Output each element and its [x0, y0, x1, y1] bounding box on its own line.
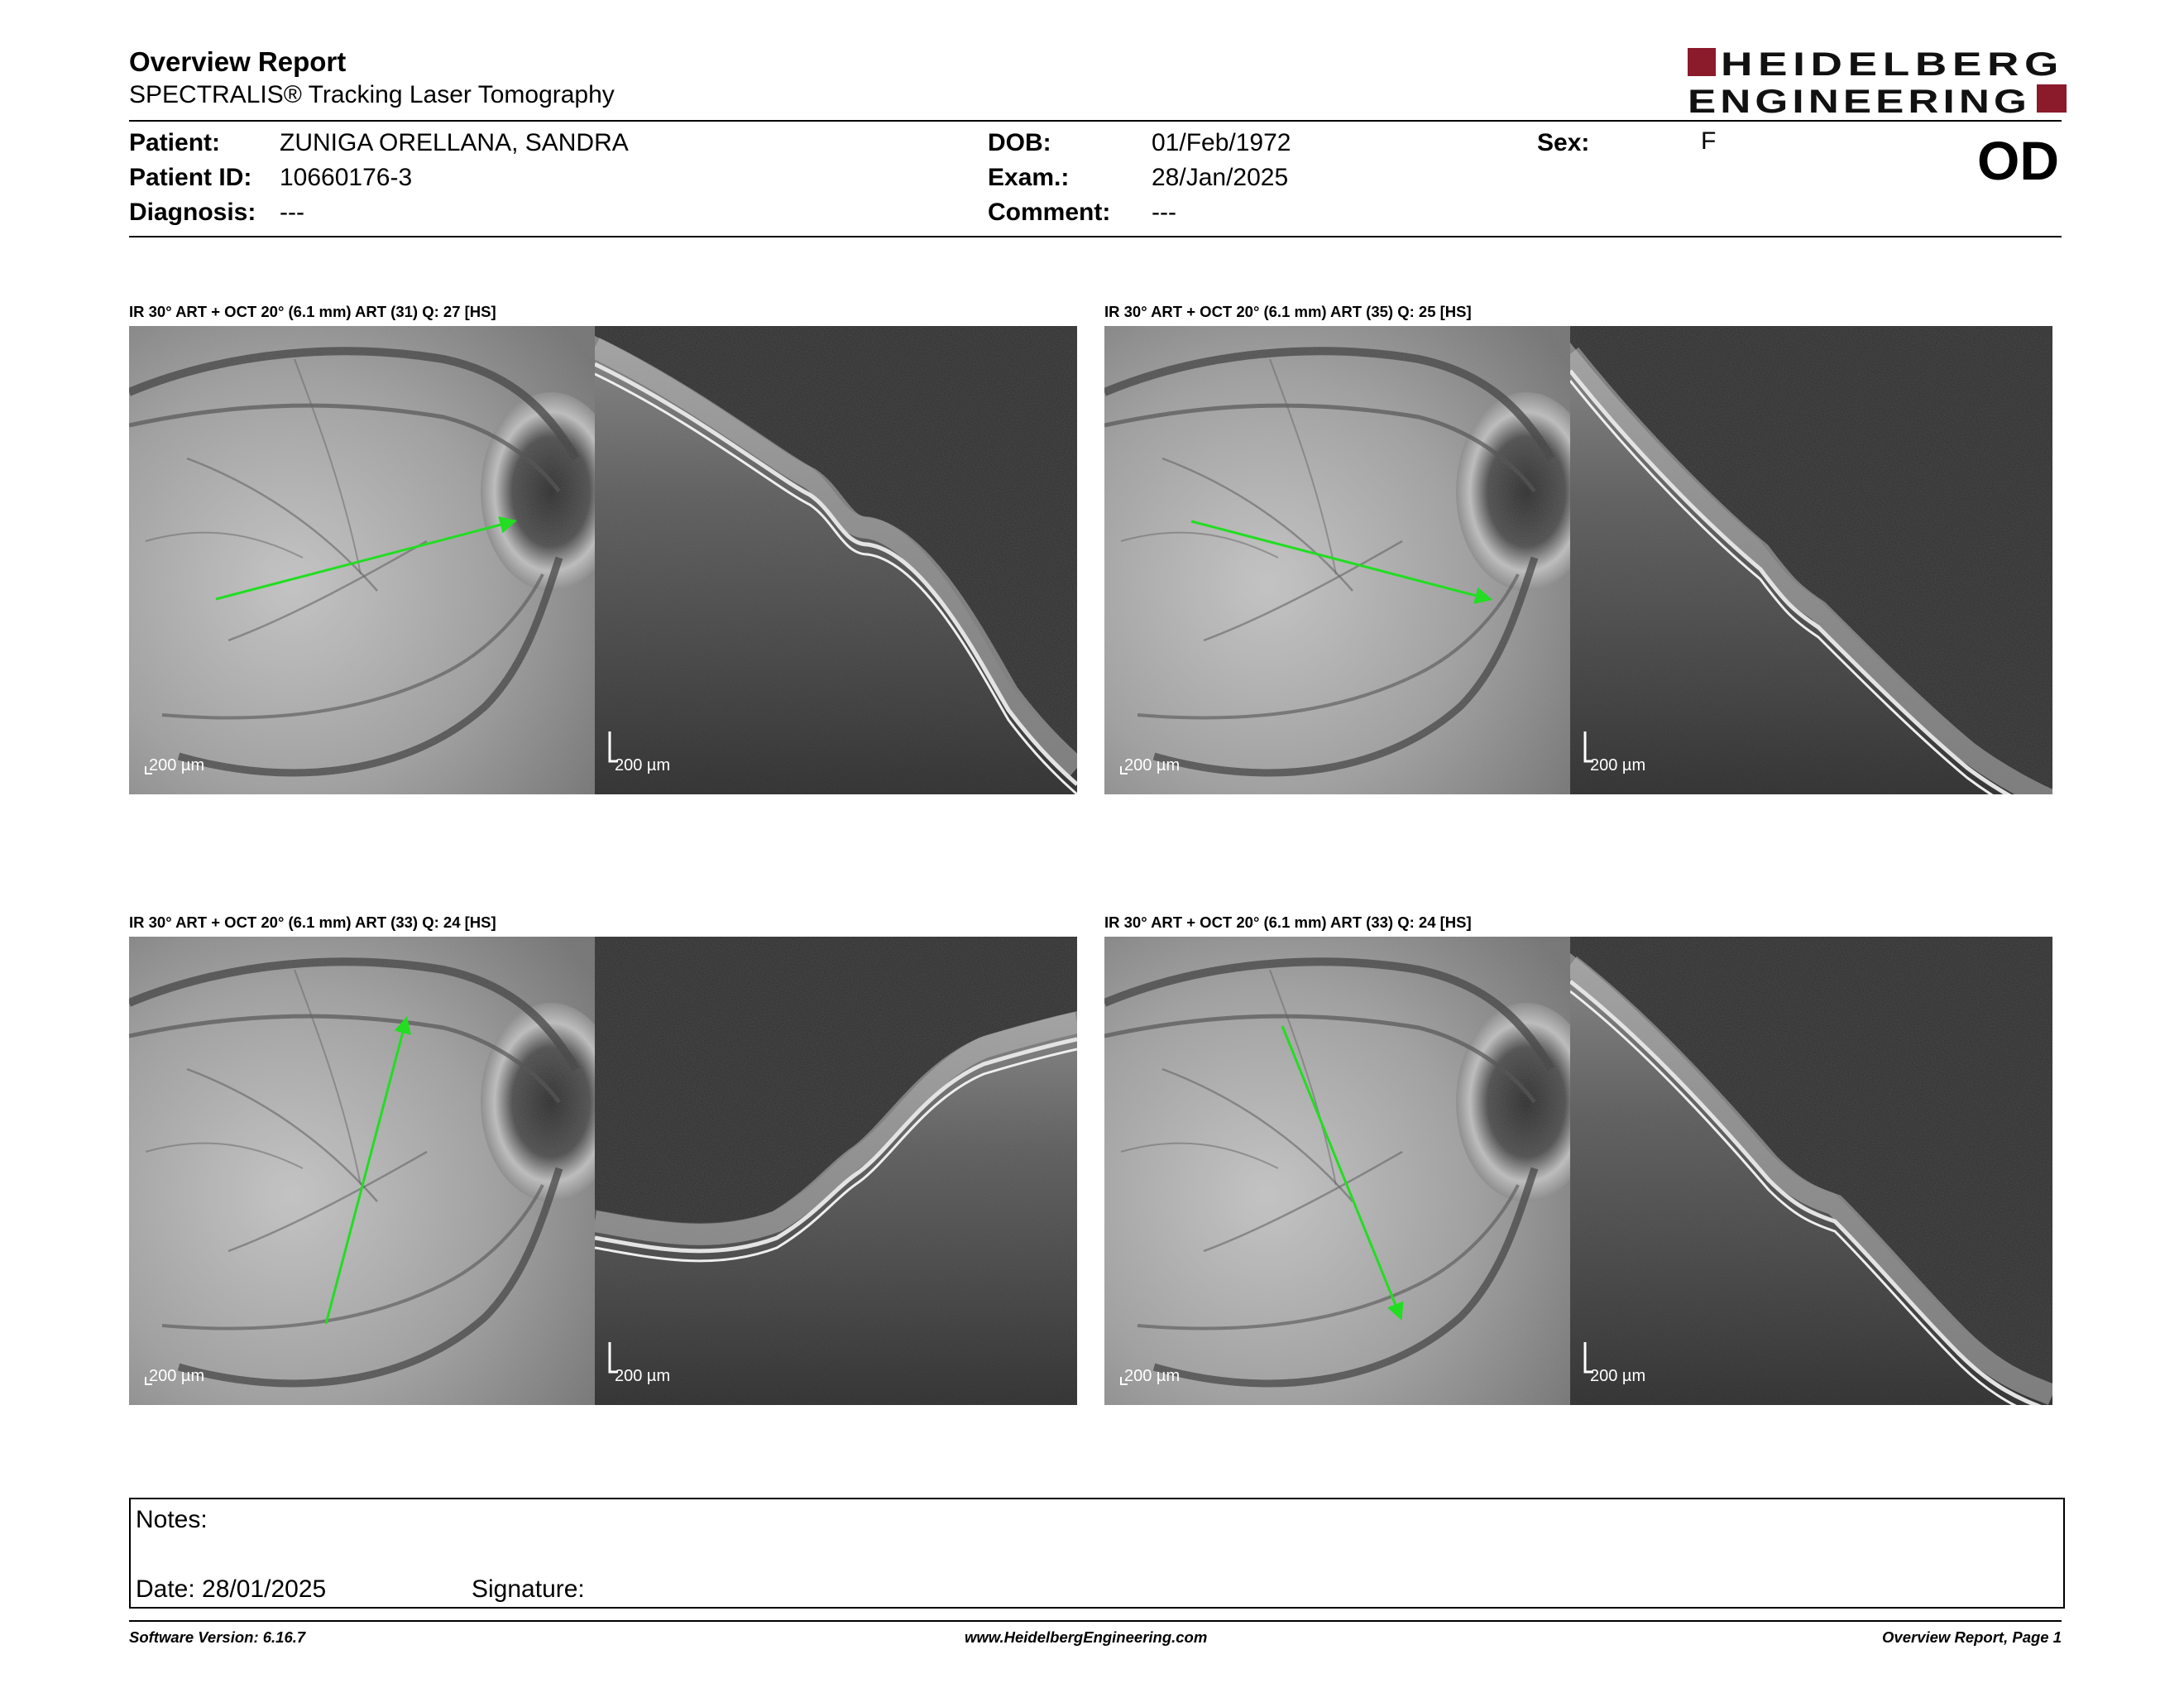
- report-title: Overview Report: [129, 46, 347, 77]
- page-info: Overview Report, Page 1: [1882, 1628, 2062, 1646]
- scan-title: IR 30° ART + OCT 20° (6.1 mm) ART (35) Q: 25 [HS]: [1104, 303, 1472, 320]
- ir-fundus-image[interactable]: [129, 937, 595, 1405]
- scan-title: IR 30° ART + OCT 20° (6.1 mm) ART (33) Q: 24 [HS]: [1104, 914, 1472, 931]
- footer-divider: [129, 1620, 2062, 1622]
- ir-fundus-image[interactable]: [1104, 326, 1570, 794]
- ir-scale-label: 200 µm: [149, 756, 205, 774]
- scan-panel: [129, 326, 1077, 794]
- comment-value: ---: [1152, 199, 1176, 226]
- patient-id-label: Patient ID:: [129, 164, 252, 191]
- dob-label: DOB:: [988, 129, 1051, 156]
- oct-bscan-image[interactable]: [595, 937, 1077, 1405]
- signature-label: Signature:: [472, 1575, 585, 1603]
- oct-bscan-image[interactable]: [595, 326, 1077, 794]
- scan-panel: [129, 937, 1077, 1405]
- software-version: Software Version: 6.16.7: [129, 1628, 306, 1646]
- date-label: Date: 28/01/2025: [136, 1575, 327, 1603]
- oct-scale-label: 200 µm: [615, 756, 671, 774]
- diagnosis-value: ---: [280, 199, 304, 226]
- svg-text:ENGINEERING: ENGINEERING: [1688, 84, 2031, 119]
- ir-scale-label: 200 µm: [1124, 1367, 1181, 1385]
- ir-fundus-image[interactable]: [1104, 937, 1570, 1405]
- ir-fundus-image[interactable]: [129, 326, 595, 794]
- scan-title: IR 30° ART + OCT 20° (6.1 mm) ART (31) Q: 27 [HS]: [129, 303, 496, 320]
- oct-bscan-image[interactable]: [1570, 937, 2052, 1405]
- oct-scale-label: 200 µm: [615, 1367, 671, 1385]
- exam-value: 28/Jan/2025: [1152, 164, 1289, 191]
- oct-bscan-image[interactable]: [1570, 326, 2052, 794]
- scan-panel: [1104, 937, 2052, 1405]
- patient-name: ZUNIGA ORELLANA, SANDRA: [280, 129, 629, 156]
- notes-label: Notes:: [136, 1506, 208, 1533]
- website: www.HeidelbergEngineering.com: [965, 1628, 1208, 1646]
- sex-label: Sex:: [1537, 129, 1590, 156]
- header-divider: [129, 120, 2062, 122]
- comment-label: Comment:: [988, 199, 1111, 226]
- report-subtitle: SPECTRALIS® Tracking Laser Tomography: [129, 81, 615, 108]
- patient-id: 10660176-3: [280, 164, 413, 191]
- notes-box: [129, 1498, 2065, 1609]
- heidelberg-logo: [1688, 45, 2068, 119]
- svg-text:HEIDELBERG: HEIDELBERG: [1721, 46, 2064, 83]
- scan-panel: [1104, 326, 2052, 794]
- diagnosis-label: Diagnosis:: [129, 199, 256, 226]
- patient-label: Patient:: [129, 129, 221, 156]
- oct-scale-label: 200 µm: [1590, 1367, 1646, 1385]
- oct-scale-label: 200 µm: [1590, 756, 1646, 774]
- scan-title: IR 30° ART + OCT 20° (6.1 mm) ART (33) Q: 24 [HS]: [129, 914, 496, 931]
- eye-laterality: OD: [1977, 130, 2059, 191]
- sex-value: F: [1701, 127, 1717, 155]
- ir-scale-label: 200 µm: [149, 1367, 205, 1385]
- exam-label: Exam.:: [988, 164, 1070, 191]
- patient-divider: [129, 236, 2062, 237]
- ir-scale-label: 200 µm: [1124, 756, 1181, 774]
- dob-value: 01/Feb/1972: [1152, 129, 1291, 156]
